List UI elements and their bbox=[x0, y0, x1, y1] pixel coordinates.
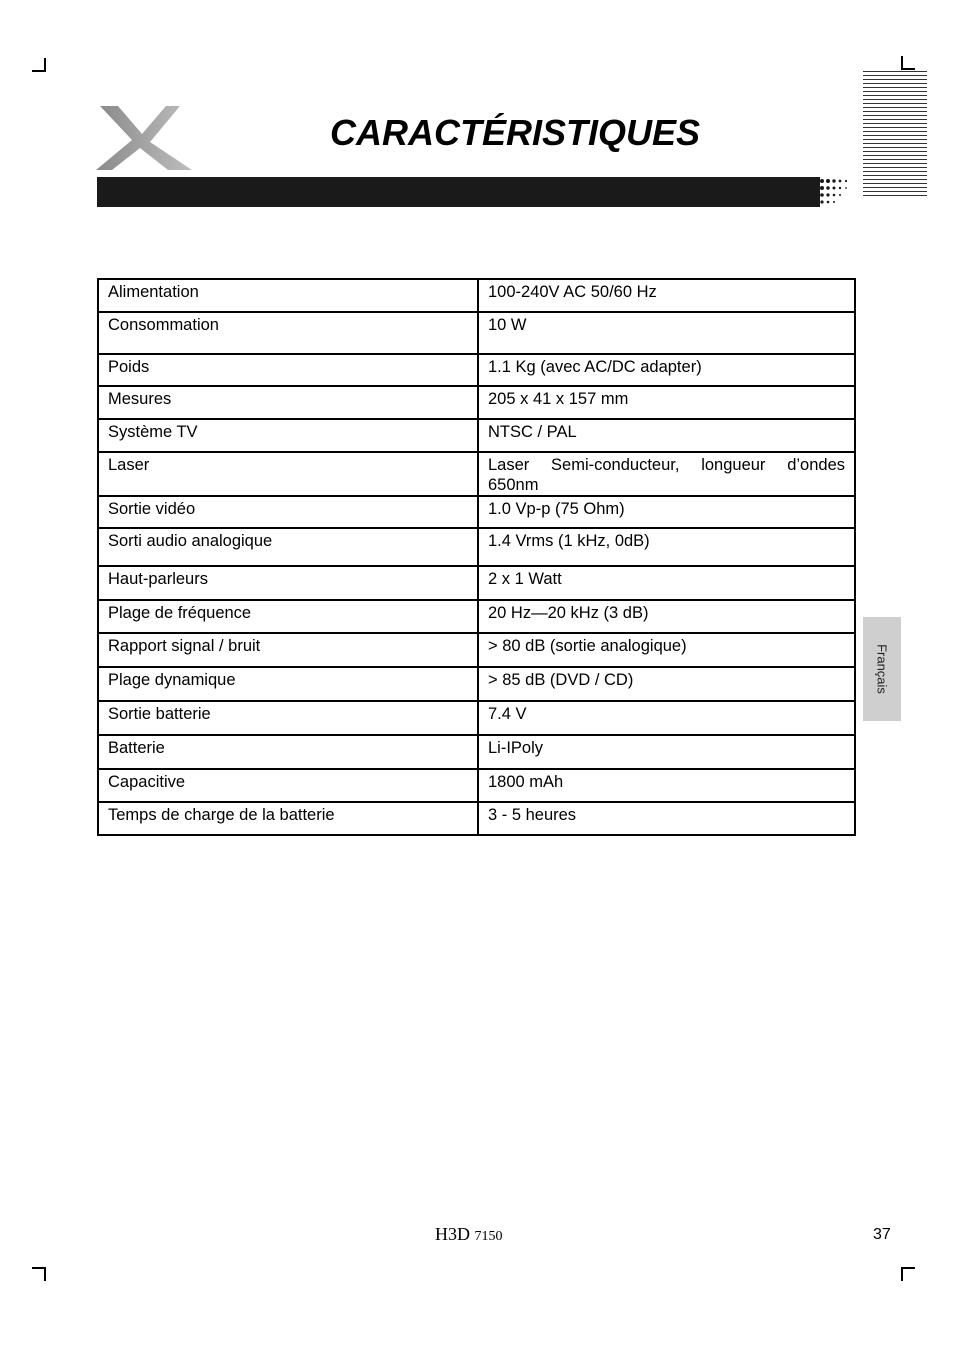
spec-label: Poids bbox=[98, 354, 478, 386]
spec-value: 2 x 1 Watt bbox=[478, 566, 855, 600]
table-row bbox=[98, 769, 855, 802]
spec-label: Batterie bbox=[98, 735, 478, 769]
table-row bbox=[98, 802, 855, 835]
table-row bbox=[98, 600, 855, 633]
table-row bbox=[98, 386, 855, 419]
spec-value: 100-240V AC 50/60 Hz bbox=[478, 279, 855, 312]
spec-label: Système TV bbox=[98, 419, 478, 452]
model-name-main: H3D bbox=[435, 1224, 470, 1244]
spec-value: 1800 mAh bbox=[478, 769, 855, 802]
table-row bbox=[98, 279, 855, 312]
table-row bbox=[98, 566, 855, 600]
crop-mark-bottom-right bbox=[901, 1267, 915, 1281]
table-row bbox=[98, 528, 855, 566]
model-name bbox=[435, 1224, 503, 1245]
spec-value: Laser Semi-conducteur, longueur d’ondes 650nm bbox=[478, 452, 855, 496]
spec-label: Rapport signal / bruit bbox=[98, 633, 478, 667]
table-row bbox=[98, 452, 855, 496]
specifications-table bbox=[97, 278, 856, 836]
header-bar-dot-pattern bbox=[812, 177, 854, 207]
crop-mark-top-left bbox=[32, 58, 46, 72]
spec-value: NTSC / PAL bbox=[478, 419, 855, 452]
table-row bbox=[98, 312, 855, 354]
spec-label: Mesures bbox=[98, 386, 478, 419]
spec-value: 20 Hz—20 kHz (3 dB) bbox=[478, 600, 855, 633]
table-row bbox=[98, 701, 855, 735]
spec-label: Sortie batterie bbox=[98, 701, 478, 735]
table-row bbox=[98, 496, 855, 528]
spec-label: Temps de charge de la batterie bbox=[98, 802, 478, 835]
spec-value: 1.4 Vrms (1 kHz, 0dB) bbox=[478, 528, 855, 566]
x-logo-icon bbox=[96, 104, 192, 172]
spec-label: Capacitive bbox=[98, 769, 478, 802]
spec-label: Plage de fréquence bbox=[98, 600, 478, 633]
spec-label: Sortie vidéo bbox=[98, 496, 478, 528]
table-row bbox=[98, 667, 855, 701]
spec-label: Laser bbox=[98, 452, 478, 496]
table-row bbox=[98, 633, 855, 667]
spec-value: 7.4 V bbox=[478, 701, 855, 735]
spec-value: > 80 dB (sortie analogique) bbox=[478, 633, 855, 667]
spec-label: Sorti audio analogique bbox=[98, 528, 478, 566]
spec-value: > 85 dB (DVD / CD) bbox=[478, 667, 855, 701]
crop-mark-top-right bbox=[901, 56, 915, 70]
crop-mark-bottom-left bbox=[32, 1267, 46, 1281]
spec-value: 1.0 Vp-p (75 Ohm) bbox=[478, 496, 855, 528]
table-row bbox=[98, 419, 855, 452]
spec-value: 1.1 Kg (avec AC/DC adapter) bbox=[478, 354, 855, 386]
spec-label: Consommation bbox=[98, 312, 478, 354]
table-row bbox=[98, 735, 855, 769]
spec-value: 10 W bbox=[478, 312, 855, 354]
page-title: CARACTÉRISTIQUES bbox=[330, 112, 701, 153]
spec-label: Alimentation bbox=[98, 279, 478, 312]
language-tab-label: Français bbox=[874, 644, 890, 694]
decorative-stripes bbox=[863, 71, 927, 201]
page-number: 37 bbox=[873, 1226, 891, 1243]
spec-value: 3 - 5 heures bbox=[478, 802, 855, 835]
spec-value: 205 x 41 x 157 mm bbox=[478, 386, 855, 419]
spec-value: Li-IPoly bbox=[478, 735, 855, 769]
model-number: 7150 bbox=[474, 1229, 503, 1244]
header-bar bbox=[97, 177, 820, 207]
spec-label: Plage dynamique bbox=[98, 667, 478, 701]
table-row bbox=[98, 354, 855, 386]
spec-label: Haut-parleurs bbox=[98, 566, 478, 600]
language-tab bbox=[863, 617, 901, 721]
